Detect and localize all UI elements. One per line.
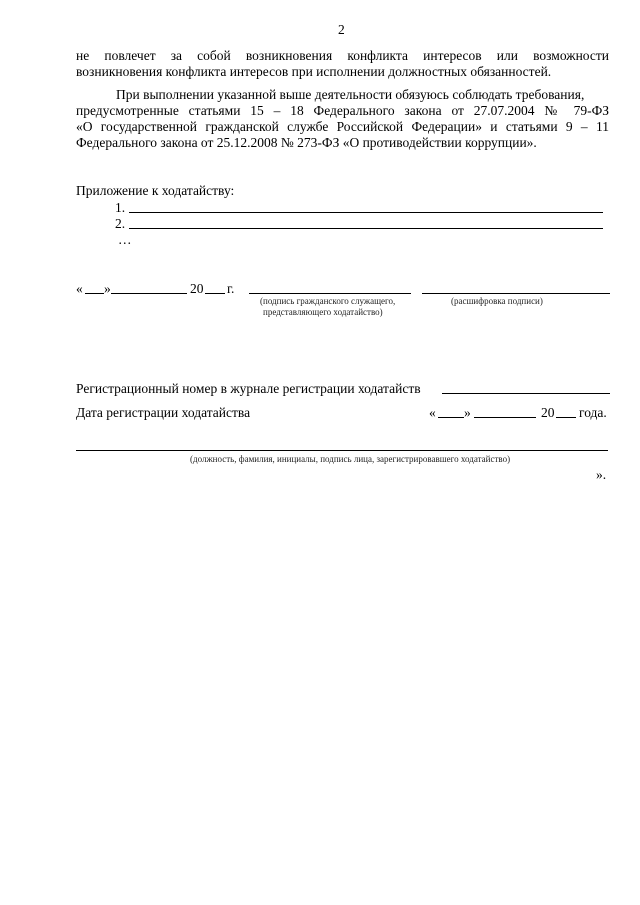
paragraph-2-line-1: При выполнении указанной выше деятельности обязуюсь соблюдать требования, [116,87,585,102]
registration-number-line [442,393,610,394]
reg-year-line [556,417,576,418]
reg-day-line [438,417,464,418]
reg-year-prefix: 20 [541,405,555,420]
signature-caption-line-1: (подпись гражданского служащего, [260,296,396,306]
paragraph-2-line-4: Федерального закона от 25.12.2008 № 273-ФЗ «О противодействии коррупции». [76,135,537,150]
attachment-item-1-line [129,212,603,213]
attachment-item-2-number: 2. [115,216,126,231]
sign-day-line [85,293,104,294]
sign-year-suffix: г. [227,281,235,296]
registrar-caption: (должность, фамилия, инициалы, подпись лица, зарегистрировавшего ходатайство) [190,454,511,464]
attachment-ellipsis: … [118,232,132,247]
registration-number-label: Регистрационный номер в журнале регистрации ходатайств [76,381,421,396]
registrar-line [76,450,608,451]
signature-decode-caption: (расшифровка подписи) [451,296,543,306]
reg-date-open-quote: « [429,405,436,420]
closing-quote: ». [596,467,607,482]
signature-decode-line [422,293,610,294]
sign-date-open-quote: « [76,281,83,296]
reg-date-close-quote: » [464,405,471,420]
signature-caption-line-2: представляющего ходатайство) [263,307,383,317]
reg-year-suffix: года. [579,405,607,420]
page-number: 2 [338,22,345,37]
paragraph-1-line-2: возникновения конфликта интересов при исполнении должностных обязанностей. [76,64,552,79]
sign-date-close-quote: » [104,281,111,296]
paragraph-1-line-1: не повлечет за собой возникновения конфликта интересов или возможности [76,48,609,63]
attachment-item-2-line [129,228,603,229]
sign-month-line [111,293,187,294]
attachment-item-1-number: 1. [115,200,126,215]
sign-year-line [205,293,225,294]
signature-line [249,293,411,294]
reg-month-line [474,417,536,418]
paragraph-2-line-3: «О государственной гражданской службе Российской Федерации» и статьями 9 – 11 [76,119,609,134]
registration-date-label: Дата регистрации ходатайства [76,405,251,420]
paragraph-2-line-2: предусмотренные статьями 15 – 18 Федерального закона от 27.07.2004 № 79-ФЗ [76,103,609,118]
sign-year-prefix: 20 [190,281,204,296]
attachment-title: Приложение к ходатайству: [76,183,235,198]
